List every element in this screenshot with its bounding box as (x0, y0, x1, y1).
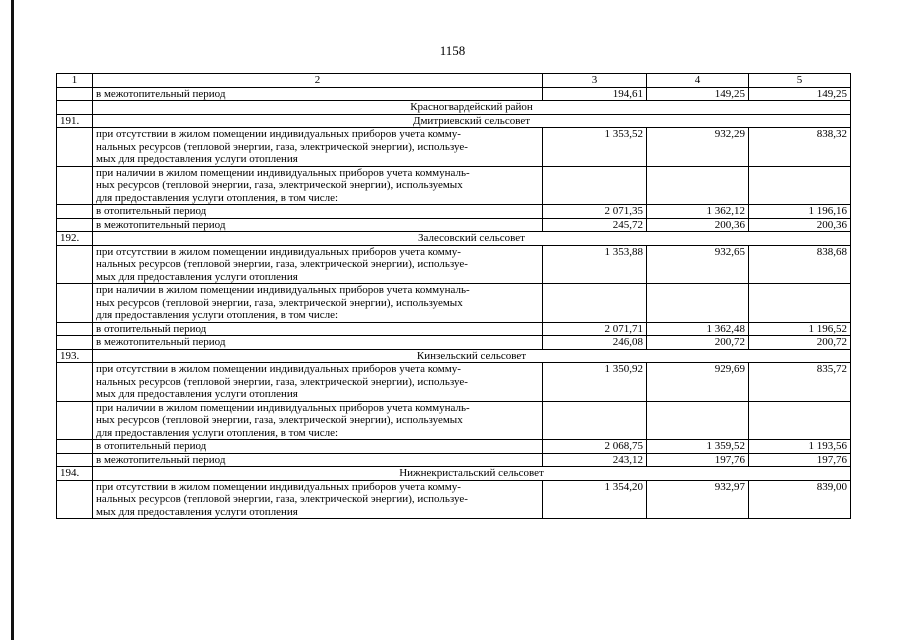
column-header: 1 (57, 74, 93, 88)
column-header: 2 (93, 74, 543, 88)
value-col5: 197,76 (749, 453, 851, 467)
page-number: 1158 (439, 43, 466, 58)
table-row (57, 336, 851, 350)
row-description: в межотопительный период (93, 87, 543, 101)
value-col3: 2 071,35 (543, 205, 647, 219)
value-col3: 243,12 (543, 453, 647, 467)
row-description: при наличии в жилом помещении индивидуальных приборов учета коммуналь- ных ресурсов (тепловой энергии, газа, электрической энергии), используемых для предоставления услуги отопления, в том числе: (93, 166, 543, 205)
row-description: в межотопительный период (93, 453, 543, 467)
table-row (57, 322, 851, 336)
value-col3 (543, 284, 647, 323)
row-number (57, 336, 93, 350)
section-row (57, 101, 851, 115)
row-number (57, 101, 93, 115)
value-col5 (749, 166, 851, 205)
value-col4 (647, 284, 749, 323)
value-col3: 245,72 (543, 218, 647, 232)
row-number: 191. (57, 114, 93, 128)
row-number (57, 284, 93, 323)
value-col5: 149,25 (749, 87, 851, 101)
table-row (57, 205, 851, 219)
row-description: в межотопительный период (93, 336, 543, 350)
value-col4 (647, 401, 749, 440)
table-row (57, 453, 851, 467)
section-row (57, 114, 851, 128)
row-number: 192. (57, 232, 93, 246)
row-number (57, 166, 93, 205)
table-row (57, 87, 851, 101)
value-col4: 1 362,12 (647, 205, 749, 219)
column-header: 5 (749, 74, 851, 88)
section-row (57, 349, 851, 363)
table-row (57, 284, 851, 323)
value-col3 (543, 166, 647, 205)
row-number (57, 440, 93, 454)
tariff-table (56, 73, 851, 519)
value-col4: 1 362,48 (647, 322, 749, 336)
row-number (57, 480, 93, 519)
row-description: при наличии в жилом помещении индивидуальных приборов учета коммуналь- ных ресурсов (тепловой энергии, газа, электрической энергии), используемых для предоставления услуги отопления, в том числе: (93, 284, 543, 323)
table-row (57, 218, 851, 232)
value-col4: 929,69 (647, 363, 749, 402)
value-col4: 200,36 (647, 218, 749, 232)
section-title: Кинзельский сельсовет (93, 349, 851, 363)
section-row (57, 467, 851, 481)
table-row (57, 440, 851, 454)
value-col5: 200,72 (749, 336, 851, 350)
row-description: при отсутствии в жилом помещении индивидуальных приборов учета комму- нальных ресурсов (тепловой энергии, газа, электрической энергии), используе- мых для предоставления услуги отопления (93, 245, 543, 284)
value-col3: 1 353,52 (543, 128, 647, 167)
row-number (57, 322, 93, 336)
row-description: в отопительный период (93, 205, 543, 219)
table-row (57, 363, 851, 402)
row-number (57, 363, 93, 402)
value-col4: 1 359,52 (647, 440, 749, 454)
value-col5: 200,36 (749, 218, 851, 232)
row-description: при отсутствии в жилом помещении индивидуальных приборов учета комму- нальных ресурсов (тепловой энергии, газа, электрической энергии), используе- мых для предоставления услуги отопления (93, 363, 543, 402)
value-col4: 149,25 (647, 87, 749, 101)
value-col4: 932,97 (647, 480, 749, 519)
value-col3: 194,61 (543, 87, 647, 101)
row-number (57, 128, 93, 167)
row-number (57, 453, 93, 467)
table-row (57, 128, 851, 167)
table-row (57, 245, 851, 284)
value-col4: 200,72 (647, 336, 749, 350)
table-row (57, 401, 851, 440)
row-number (57, 205, 93, 219)
row-description: в отопительный период (93, 440, 543, 454)
column-header: 3 (543, 74, 647, 88)
row-number (57, 87, 93, 101)
row-description: при отсутствии в жилом помещении индивидуальных приборов учета комму- нальных ресурсов (тепловой энергии, газа, электрической энергии), используе- мых для предоставления услуги отопления (93, 128, 543, 167)
section-title: Нижнекристальский сельсовет (93, 467, 851, 481)
section-title: Залесовский сельсовет (93, 232, 851, 246)
row-description: в межотопительный период (93, 218, 543, 232)
section-title: Красногвардейский район (93, 101, 851, 115)
row-number: 194. (57, 467, 93, 481)
row-number (57, 245, 93, 284)
value-col5: 835,72 (749, 363, 851, 402)
value-col5: 1 196,16 (749, 205, 851, 219)
value-col5: 838,68 (749, 245, 851, 284)
row-number: 193. (57, 349, 93, 363)
value-col3: 1 350,92 (543, 363, 647, 402)
row-description: при отсутствии в жилом помещении индивидуальных приборов учета комму- нальных ресурсов (тепловой энергии, газа, электрической энергии), используе- мых для предоставления услуги отопления (93, 480, 543, 519)
value-col4 (647, 166, 749, 205)
row-number (57, 218, 93, 232)
value-col5 (749, 401, 851, 440)
value-col4: 932,65 (647, 245, 749, 284)
table-row (57, 166, 851, 205)
value-col5: 838,32 (749, 128, 851, 167)
header-row (57, 74, 851, 88)
value-col5 (749, 284, 851, 323)
value-col3: 1 354,20 (543, 480, 647, 519)
page-edge-line (11, 0, 14, 640)
value-col4: 932,29 (647, 128, 749, 167)
value-col3: 246,08 (543, 336, 647, 350)
value-col3 (543, 401, 647, 440)
row-description: в отопительный период (93, 322, 543, 336)
value-col3: 2 068,75 (543, 440, 647, 454)
value-col5: 1 196,52 (749, 322, 851, 336)
value-col5: 839,00 (749, 480, 851, 519)
table-row (57, 480, 851, 519)
value-col3: 2 071,71 (543, 322, 647, 336)
column-header: 4 (647, 74, 749, 88)
value-col3: 1 353,88 (543, 245, 647, 284)
section-row (57, 232, 851, 246)
section-title: Дмитриевский сельсовет (93, 114, 851, 128)
row-number (57, 401, 93, 440)
value-col5: 1 193,56 (749, 440, 851, 454)
row-description: при наличии в жилом помещении индивидуальных приборов учета коммуналь- ных ресурсов (тепловой энергии, газа, электрической энергии), используемых для предоставления услуги отопления, в том числе: (93, 401, 543, 440)
value-col4: 197,76 (647, 453, 749, 467)
